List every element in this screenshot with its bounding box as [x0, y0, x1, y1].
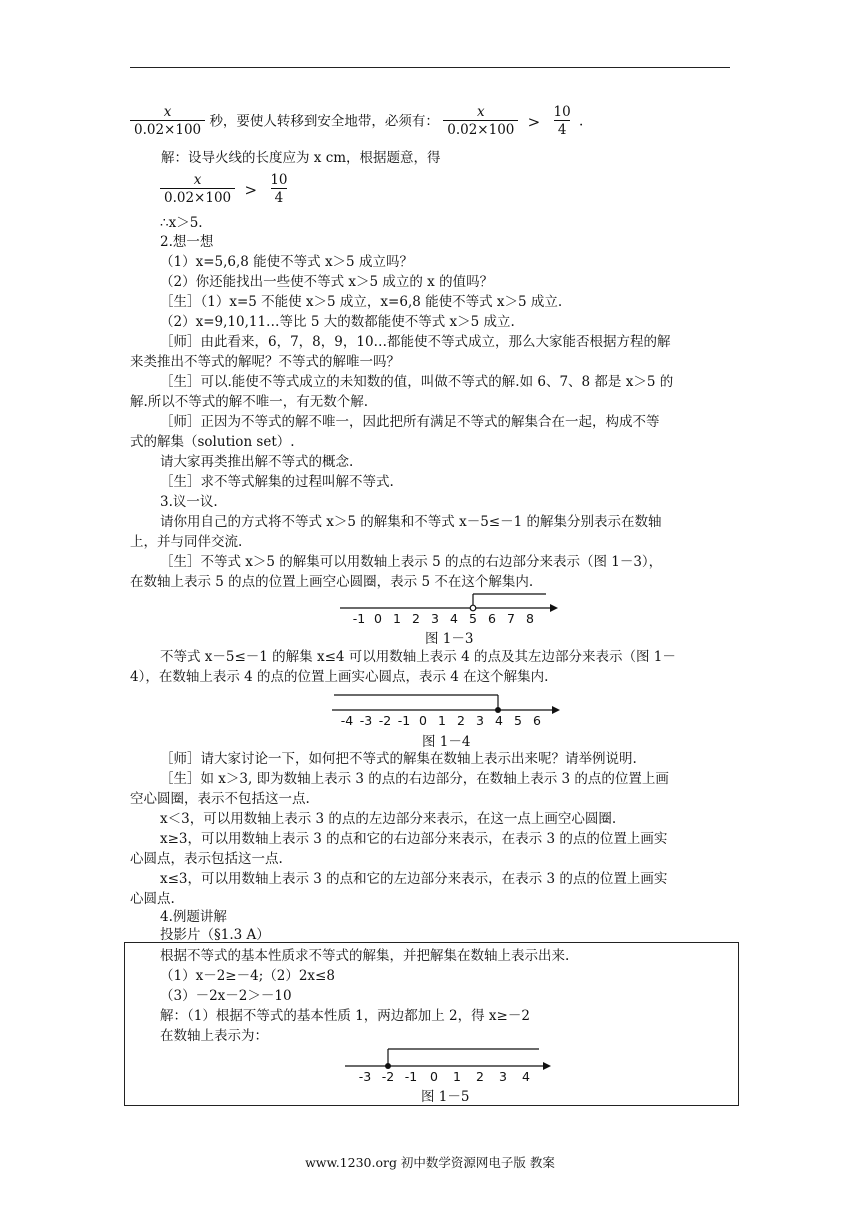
tick-label: 2 [476, 1069, 484, 1084]
text-line: x≥3，可以用数轴上表示 3 的点和它的右边部分来表示，在表示 3 的点的位置上画实 [160, 831, 668, 847]
solve-line: 解：设导火线的长度应为 x cm，根据题意，得 [161, 150, 441, 166]
text-line: ［生］不等式 x＞5 的解集可以用数轴上表示 5 的点的右边部分来表示（图 1－3）， [160, 554, 663, 570]
tick-label: 7 [507, 611, 515, 626]
fraction-3-numerator: 10 [553, 104, 571, 120]
text-line: ［生］求不等式解集的过程叫解不等式. [160, 474, 394, 490]
number-line-fig-1-3 [338, 586, 558, 626]
tick-label: 0 [430, 1069, 438, 1084]
figure-caption-1-5: 图 1－5 [421, 1089, 470, 1105]
text-line: 4.例题讲解 [160, 909, 227, 925]
tick-label: 3 [499, 1069, 507, 1084]
tick-label: 2 [412, 611, 420, 626]
greater-than-sign-2: > [244, 180, 258, 199]
fraction-4 [160, 172, 235, 207]
box-line: 在数轴上表示为： [160, 1028, 268, 1044]
text-line: 上，并与同伴交流. [130, 534, 243, 550]
figure-caption-1-4: 图 1－4 [422, 734, 471, 750]
line-1 [130, 104, 583, 139]
header-rule [130, 67, 730, 68]
text-line: 来类推出不等式的解呢？不等式的解唯一吗？ [130, 354, 400, 370]
fraction-2 [443, 104, 518, 139]
tick-label: -1 [397, 713, 411, 728]
fraction-4-denominator: 0.02×100 [160, 188, 235, 207]
tick-label: -4 [340, 713, 354, 728]
text-line: ［师］正因为不等式的解不唯一，因此把所有满足不等式的解集合在一起，构成不等 [160, 414, 660, 430]
tick-label: -3 [358, 1069, 372, 1084]
fraction-5-denominator: 4 [271, 188, 288, 207]
text-line: ［生］如 x＞3, 即为数轴上表示 3 的点的右边部分，在数轴上表示 3 的点的位置上画 [160, 771, 669, 787]
number-line-fig-1-5 [343, 1044, 555, 1084]
line-1-text: 秒，要使人转移到安全地带，必须有： [209, 113, 439, 130]
box-line: 解：（1）根据不等式的基本性质 1，两边都加上 2，得 x≥－2 [160, 1008, 530, 1024]
tick-label: 4 [450, 611, 458, 626]
tick-label: 4 [495, 713, 503, 728]
tick-label: -1 [404, 1069, 418, 1084]
text-line: 3.议一议. [160, 494, 218, 510]
box-line: （3）－2x－2＞－10 [160, 988, 292, 1004]
fraction-3-denominator: 4 [554, 120, 571, 139]
fraction-2-numerator: x [476, 104, 485, 120]
inequality-line [160, 172, 292, 207]
text-line: x≤3，可以用数轴上表示 3 的点和它的左边部分来表示，在表示 3 的点的位置上画实 [160, 871, 668, 887]
tick-label: -2 [378, 713, 392, 728]
text-line: 不等式 x－5≤－1 的解集 x≤4 可以用数轴上表示 4 的点及其左边部分来表示（图 1－ [160, 649, 676, 665]
text-line: x＜3，可以用数轴上表示 3 的点的左边部分来表示，在这一点上画空心圆圈. [160, 811, 617, 827]
fraction-1 [130, 104, 205, 139]
greater-than-sign: > [527, 112, 541, 131]
figure-caption-1-3: 图 1－3 [425, 631, 474, 647]
text-line: （2）x=9,10,11…等比 5 大的数都能使不等式 x＞5 成立. [160, 314, 515, 330]
text-line: 式的解集（solution set）. [130, 434, 295, 450]
box-line: 根据不等式的基本性质求不等式的解集，并把解集在数轴上表示出来. [160, 948, 570, 964]
text-line: 解.所以不等式的解不唯一，有无数个解. [130, 394, 369, 410]
text-line: 2.想一想 [160, 234, 214, 250]
fraction-1-denominator: 0.02×100 [130, 120, 205, 139]
tick-label: 3 [431, 611, 439, 626]
tick-label: 0 [419, 713, 427, 728]
text-line: 在数轴上表示 5 的点的位置上画空心圆圈，表示 5 不在这个解集内. [130, 574, 534, 590]
tick-label: 4 [522, 1069, 530, 1084]
fraction-4-numerator: x [193, 172, 202, 188]
fraction-5-numerator: 10 [270, 172, 288, 188]
text-line: ［生］可以.能使不等式成立的未知数的值，叫做不等式的解.如 6、7、8 都是 x＞5 的 [160, 374, 674, 390]
tick-label: 1 [438, 713, 446, 728]
text-line: ［师］请大家讨论一下，如何把不等式的解集在数轴上表示出来呢？请举例说明. [160, 751, 637, 767]
tick-label: -1 [352, 611, 366, 626]
tick-label: 1 [393, 611, 401, 626]
tick-label: 1 [453, 1069, 461, 1084]
fraction-5 [266, 172, 291, 207]
tick-label: 8 [526, 611, 534, 626]
text-line: 投影片（§1.3 A） [160, 927, 270, 943]
line-1-end: . [579, 113, 584, 130]
text-line: 心圆点. [130, 891, 175, 907]
tick-label: -3 [359, 713, 373, 728]
tick-label: 6 [488, 611, 496, 626]
text-line: 请大家再类推出解不等式的概念. [160, 454, 354, 470]
therefore-line: ∴x＞5. [160, 215, 203, 231]
tick-label: 5 [469, 611, 477, 626]
tick-label: -2 [381, 1069, 395, 1084]
tick-label: 6 [533, 713, 541, 728]
box-line: （1）x－2≥－4;（2）2x≤8 [160, 968, 335, 984]
text-line: 空心圆圈，表示不包括这一点. [130, 791, 310, 807]
text-line: 请你用自己的方式将不等式 x＞5 的解集和不等式 x－5≤－1 的解集分别表示在数轴 [160, 514, 662, 530]
fraction-1-numerator: x [163, 104, 172, 120]
text-line: 心圆点，表示包括这一点. [130, 851, 283, 867]
number-line-fig-1-4 [330, 688, 562, 728]
text-line: 4），在数轴上表示 4 的点的位置上画实心圆点，表示 4 在这个解集内. [130, 669, 549, 685]
tick-label: 2 [457, 713, 465, 728]
fraction-3 [550, 104, 575, 139]
text-line: （1）x=5,6,8 能使不等式 x＞5 成立吗？ [160, 254, 413, 270]
text-line: ［生］（1）x=5 不能使 x＞5 成立，x=6,8 能使不等式 x＞5 成立. [160, 294, 563, 310]
tick-label: 5 [514, 713, 522, 728]
fraction-2-denominator: 0.02×100 [443, 120, 518, 139]
tick-label: 0 [374, 611, 382, 626]
tick-label: 3 [476, 713, 484, 728]
text-line: （2）你还能找出一些使不等式 x＞5 成立的 x 的值吗？ [160, 274, 494, 290]
text-line: ［师］由此看来，6，7，8，9，10…都能使不等式成立，那么大家能否根据方程的解 [160, 334, 671, 350]
page-footer: www.1230.org 初中数学资源网电子版 教案 [305, 1155, 555, 1170]
